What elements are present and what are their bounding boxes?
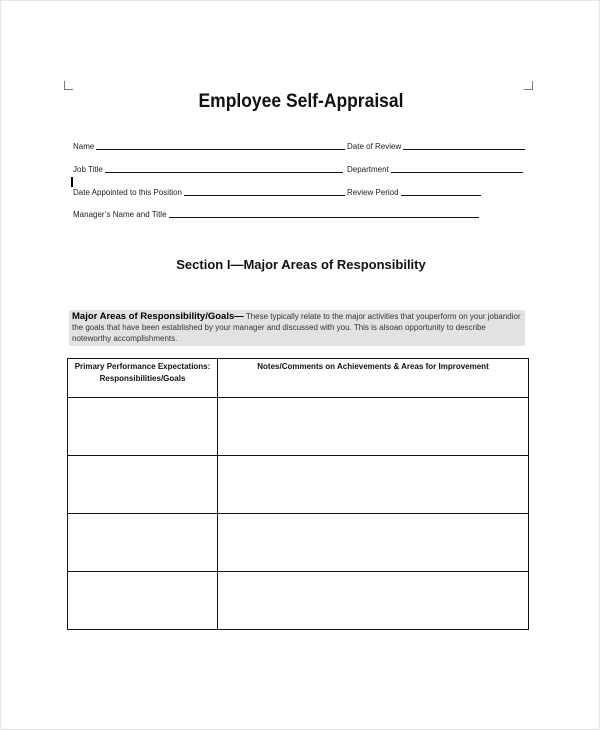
department-line[interactable]: [391, 171, 523, 173]
margin-corner-mark: [524, 81, 533, 90]
name-label: Name: [73, 142, 95, 151]
managers-name-field[interactable]: [73, 210, 479, 219]
responsibility-cell[interactable]: [68, 398, 218, 456]
header-responsibilities: Primary Performance Expectations: Responsibilities/Goals: [68, 359, 218, 398]
responsibility-cell[interactable]: [68, 514, 218, 572]
notes-cell[interactable]: [218, 572, 529, 630]
responsibility-cell[interactable]: [68, 572, 218, 630]
notes-cell[interactable]: [218, 456, 529, 514]
job-title-field[interactable]: [73, 165, 343, 174]
date-appointed-label: Date Appointed to this Position: [73, 188, 182, 197]
review-period-label: Review Period: [347, 188, 399, 197]
responsibility-cell[interactable]: [68, 456, 218, 514]
text-cursor: [71, 177, 73, 187]
responsibilities-table: [67, 358, 529, 630]
notes-cell[interactable]: [218, 514, 529, 572]
description-text: These typically relate to the major activities that youperform on your jobandior the goals that have been established by your manager and discussed with you. This is alsoan opportunity to describe noteworthy accomplishments.: [72, 312, 521, 343]
review-period-field[interactable]: [347, 188, 481, 197]
header-notes-comments: Notes/Comments on Achievements & Areas for Improvement: [218, 359, 529, 398]
description-heading: Major Areas of Responsibility/Goals—: [72, 311, 244, 322]
department-label: Department: [347, 165, 389, 174]
department-field[interactable]: [347, 165, 523, 174]
section-description: [69, 310, 525, 346]
notes-cell[interactable]: [218, 398, 529, 456]
name-field[interactable]: [73, 142, 345, 151]
date-appointed-line[interactable]: [184, 194, 345, 196]
date-appointed-field[interactable]: [73, 188, 345, 197]
table-header-row: [68, 359, 529, 398]
job-title-label: Job Title: [73, 165, 103, 174]
managers-name-label: Manager’s Name and Title: [73, 210, 167, 219]
margin-corner-mark: [64, 81, 73, 90]
document-title: Employee Self-Appraisal: [198, 91, 404, 112]
table-row: [68, 572, 529, 630]
table-row: [68, 398, 529, 456]
date-of-review-field[interactable]: [347, 142, 525, 151]
review-period-line[interactable]: [401, 194, 481, 196]
table-row: [68, 514, 529, 572]
table-row: [68, 456, 529, 514]
section-title: Section I—Major Areas of Responsibility: [176, 257, 426, 272]
managers-name-line[interactable]: [169, 216, 479, 218]
date-of-review-label: Date of Review: [347, 142, 402, 151]
name-line[interactable]: [96, 148, 345, 150]
date-of-review-line[interactable]: [403, 148, 525, 150]
job-title-line[interactable]: [105, 171, 343, 173]
